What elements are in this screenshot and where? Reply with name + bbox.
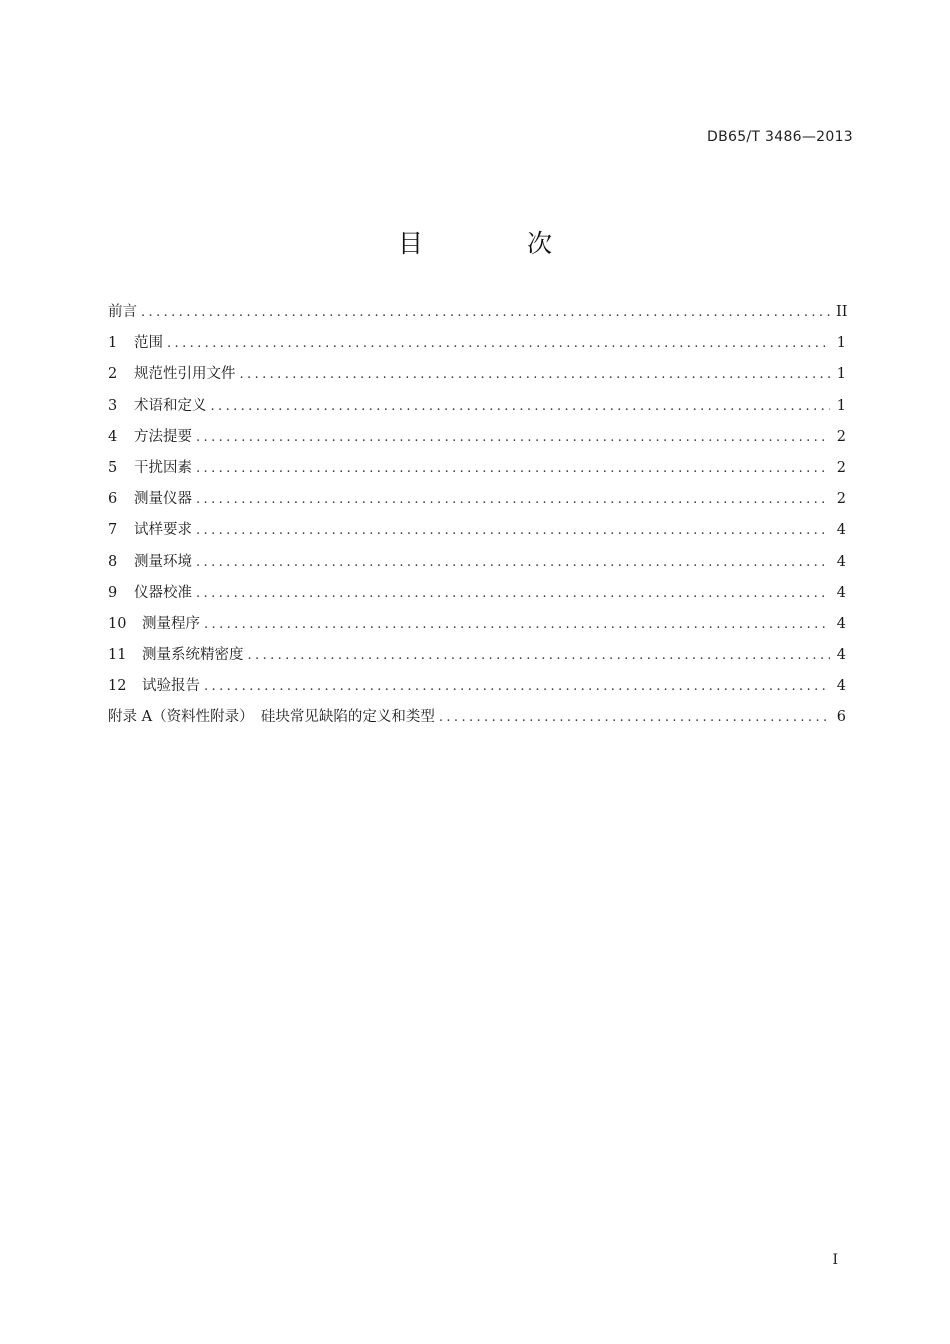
- toc-entry-foreword[interactable]: [108, 302, 846, 333]
- toc-entry-page: 1: [836, 366, 846, 383]
- toc-entry-number: 9: [108, 584, 118, 601]
- toc-entry-page: 4: [836, 522, 846, 539]
- toc-title: 目 次: [398, 229, 600, 258]
- toc-entry-page: 1: [836, 397, 846, 414]
- toc-entry-number: 5: [108, 459, 118, 476]
- toc-entry-page: 4: [836, 584, 846, 601]
- toc-entry-title: 仪器校准: [134, 584, 192, 601]
- toc-entry-title: 范围: [134, 335, 163, 352]
- toc-entry-page: 4: [836, 553, 846, 570]
- toc-leader-dots: [211, 397, 831, 417]
- toc-entry-title: 术语和定义: [134, 397, 207, 414]
- toc-entry-number: 10: [108, 615, 127, 632]
- toc-entry-title: 试样要求: [134, 522, 192, 539]
- toc-entry-title: 测量程序: [142, 615, 200, 632]
- toc-entry-number: 3: [108, 397, 118, 414]
- toc-leader-dots: [204, 615, 830, 635]
- toc-entry-title: 测量环境: [134, 553, 192, 570]
- toc-entry-2[interactable]: [108, 364, 846, 395]
- toc-entry-5[interactable]: [108, 458, 846, 489]
- toc-entry-title: 测量仪器: [134, 491, 192, 508]
- toc-entry-6[interactable]: [108, 489, 846, 520]
- toc-leader-dots: [196, 490, 830, 510]
- toc-leader-dots: [167, 334, 830, 354]
- toc-entry-number: 2: [108, 366, 118, 383]
- page-number: I: [832, 1252, 838, 1268]
- toc-leader-dots: [196, 428, 830, 448]
- toc-entry-title: 测量系统精密度: [142, 647, 244, 664]
- toc-leader-dots: [439, 708, 830, 728]
- toc-entry-9[interactable]: [108, 583, 846, 614]
- toc-entry-page: 2: [836, 459, 846, 476]
- toc-entry-page: 2: [836, 428, 846, 445]
- toc-entry-number: 6: [108, 491, 118, 508]
- toc-entry-number: 11: [108, 647, 127, 664]
- toc-leader-dots: [196, 521, 830, 541]
- toc-leader-dots: [196, 553, 830, 573]
- toc-leader-dots: [248, 646, 831, 666]
- toc-entry-page: 4: [836, 647, 846, 664]
- toc-entry-title: 附录 A（资料性附录） 硅块常见缺陷的定义和类型: [108, 709, 435, 726]
- toc-entry-number: 8: [108, 553, 118, 570]
- toc-entry-3[interactable]: [108, 396, 846, 427]
- toc-entry-page: II: [836, 304, 848, 320]
- toc-entry-page: 4: [836, 615, 846, 632]
- toc-entry-number: 1: [108, 335, 118, 352]
- toc-entry-page: 2: [836, 491, 846, 508]
- toc-entry-title: 试验报告: [142, 678, 200, 695]
- toc-entry-7[interactable]: [108, 520, 846, 551]
- toc-leader-dots: [240, 365, 831, 385]
- toc-leader-dots: [196, 584, 830, 604]
- toc-entry-4[interactable]: [108, 427, 846, 458]
- toc-entry-appendix-a[interactable]: [108, 707, 846, 738]
- toc-entry-page: 6: [836, 709, 846, 726]
- toc-entry-title: 前言: [108, 304, 137, 320]
- table-of-contents: [108, 302, 846, 739]
- toc-entry-8[interactable]: [108, 552, 846, 583]
- toc-entry-title: 规范性引用文件: [134, 366, 236, 383]
- toc-entry-page: 1: [836, 335, 846, 352]
- toc-entry-number: 4: [108, 428, 118, 445]
- toc-entry-number: 12: [108, 678, 127, 695]
- toc-entry-number: 7: [108, 522, 118, 539]
- toc-entry-title: 方法提要: [134, 428, 192, 445]
- document-code: DB65/T 3486—2013: [707, 129, 853, 145]
- toc-entry-11[interactable]: [108, 645, 846, 676]
- toc-leader-dots: [141, 303, 830, 323]
- toc-entry-12[interactable]: [108, 676, 846, 707]
- toc-entry-1[interactable]: [108, 333, 846, 364]
- toc-leader-dots: [196, 459, 830, 479]
- toc-leader-dots: [204, 677, 830, 697]
- toc-entry-title: 干扰因素: [134, 459, 192, 476]
- toc-entry-page: 4: [836, 678, 846, 695]
- toc-entry-10[interactable]: [108, 614, 846, 645]
